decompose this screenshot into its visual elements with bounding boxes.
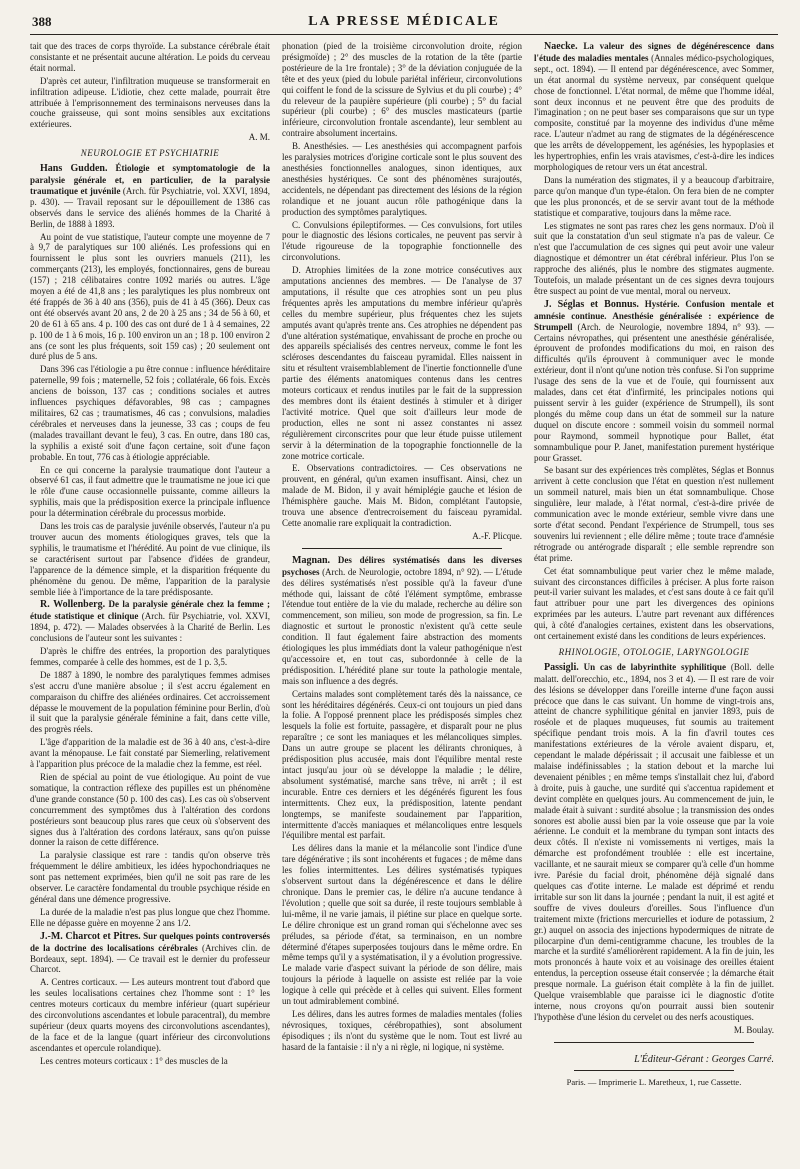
article-title: De la paralysie générale chez la femme ; étude statistique et clinique [30,599,270,622]
article-reference: (Arch. de Neurologie, octobre 1894, n° 92). — L'étude des délires systématisés n'est possible qu'à la faveur d'une méthode qui, laissant de côté l'élément symptôme, embrasse l'étendue tout entière de la vie du malade, recherche au délire son commencement, son milieu, son mode de progression, sa fin. Le diagnostic et surtout le pronostic n'existent qu'à cette seule condition. Il faut également faire abstraction des moments étiologiques les plus immédiats dont la valeur pathogénique n'est qu'accessoire et, en tout cas, subordonnée à celle de la prédisposition. L'hérédité plane sur toute la pathologie mentale, mais son influence a des degrés. [282,566,522,686]
article-title: Des délires systématisés dans les diverses psychoses [282,554,522,577]
article-reference: (Arch. für Psychiatrie, vol. XXVI, 1894, p. 472). — Malades observées à la Charité de Berlin. Les conclusions de l'auteur sont les suivantes : [30,611,270,644]
paragraph: Les délires dans la manie et la mélancolie sont l'indice d'une tare dégénérative ; ils sont incohérents et fugaces ; de même dans les folies intermittentes. Les délires systématisés typiques s'observent surtout dans la dégénérescence et dans le délire chronique. Dans le premier cas, le délire n'a aucune tendance à l'évolution ; quelle que soit sa durée, il reste toujours semblable à lui-même, il ne varie jamais, il piétine sur place en quelque sorte. Le délire chronique est un grand roman qui s'échelonne avec ses préludes, sa période d'état, sa terminaison, en un nombre déterminé d'étapes superposées toujours dans le même ordre. En même temps qu'il y a systématisation, il y a évolution progressive. Le malade varie d'aspect suivant la période de son délire, mais toujours la période à laquelle on assiste est reliée par la voie logique à celle qui précède et à celles qui suivent. Elles forment un tout admirablement combiné. [282,843,522,1007]
paragraph: De 1887 à 1890, le nombre des paralytiques femmes admises s'est accru d'une manière absolue ; il s'est accru également en comparaison du chiffre des aliénées ordinaires. Cet accroissement dépasse le mouvement de la population féminine pour Berlin, d'où il suit que la paralysie générale féminine a fait, dans cette ville, des progrès réels. [30,669,270,735]
article-title: Sur quelques points controversés de la doctrine des localisations cérébrales [30,930,270,953]
paragraph: A. Centres corticaux. — Les auteurs montrent tout d'abord que les seules localisations certaines chez l'homme sont : 1° les centres moteurs corticaux du membre inférieur (quart supérieur des circonvolutions ascendantes et lobule paracentral), du membre supérieur (deux quarts moyens des circonvolutions ascendantes), de la face et de la langue (quart inférieur des circonvolutions ascendantes et opercule rolandique). [30,977,270,1053]
paragraph: D'après cet auteur, l'infiltration muqueuse se transformerait en infiltration adipeuse. L'idiotie, chez cette malade, pourrait être attribuée à l'emprisonnement des terminaisons nerveuses dans la couche graisseuse, qui sont moins sensibles aux excitations extérieures. [30,75,270,130]
paragraph: Certains malades sont complètement tarés dès la naissance, ce sont les héréditaires dégénérés. Ceux-ci ont toujours un pied dans la folie. A l'opposé prennent place les prédisposés simples chez lesquels la folie est fortuite, passagère, et disparaît pour ne plus reparaître ; ce sont les maniaques et les mélancoliques simples. Dans un autre groupe se placent les délirants chroniques, à prédisposition plus accusée, mais dont l'équilibre mental reste intact jusqu'au jour où se développe la maladie ; le délire, absolument systématisé, marche sans trêve, ni arrêt ; il est incurable. Entre ces derniers et les dégénérés figurent les fous intermittents. Chez eux, la prédisposition, latente pendant longtemps, se manifeste soudainement par l'apparition, intermittente d'accès maniaques et mélancoliques entre lesquels l'équilibre mental est parfait. [282,688,522,841]
printer-line: Paris. — Imprimerie L. Maretheux, 1, rue Cassette. [566,1076,742,1087]
article-author: R. Wollenberg. [40,599,106,611]
paragraph: L'âge d'apparition de la maladie est de 36 à 40 ans, c'est-à-dire avant la ménopause. Le fait constaté par Siemerling, relativement à l'apparition plus précoce de la maladie chez la femme, est réel. [30,737,270,770]
paragraph: Rien de spécial au point de vue étiologique. Au point de vue somatique, la contraction réflexe des pupilles est un phénomène d'une grande constance (50 p. 100 des cas). Les cas où s'observent concurremment des symptômes dus à l'altération des cordons postérieurs sont beaucoup plus rares que ceux où s'observent des signes dus à l'altération des cordons latéraux, sans qu'on puisse donner la raison de cette différence. [30,772,270,848]
section-heading: RHINOLOGIE, OTOLOGIE, LARYNGOLOGIE [558,646,750,657]
article-author: Passigli. [544,661,579,673]
article-title: Étiologie et symptomatologie de la paralysie générale et, en particulier, de la paralysie traumatique et juvénile [30,163,270,196]
article-title: Hystérie. Confusion mentale et amnésie continue. Anesthésie généralisée : expérience de Strumpell [534,298,774,332]
paragraph: D. Atrophies limitées de la zone motrice consécutives aux amputations anciennes des membres. — De l'analyse de 37 amputations, il résulte que ces atrophies sont un peu plus fréquentes après les amputations du membre inférieur qu'après celles du membre supérieur, plus fréquentes chez les sujets amputés avant qu'après trente ans. Ces atrophies ne dépendent pas d'une altération systématique, envahissant de proche en proche ou des appareils spécialisés des centres nerveux, comme le font les scléroses descendantes du faisceau pyramidal. Elles naissent in situ et résultent vraisemblablement de l'inertie fonctionnelle d'une partie des éléments anatomiques contenus dans les centres moteurs corticaux et rendus inutiles par le fait de la suppression des membres dont ils étaient destinés à stimuler et à diriger l'activité motrice. Quel que soit d'ailleurs leur mode de production, elles ne sont ni assez constantes ni assez régulièrement circonscrites pour que leur étude puisse utilement servir à la détermination de la topographie fonctionnelle de la zone motrice corticale. [282,265,522,461]
paragraph: B. Anesthésies. — Les anesthésies qui accompagnent parfois les paralysies motrices d'origine corticale sont le plus souvent des anesthésies fonctionnelles analogues, sinon identiques, aux anesthésies hystériques. Ce sont des phénomènes surajoutés, accidentels, ne dépendant pas directement des lésions de la région rolandique et ne jouant aucun rôle pathogénique dans la production des symptômes paralytiques. [282,141,522,217]
article-title: Un cas de labyrinthite syphilitique [583,661,727,672]
article-seglas-bonnus [534,299,774,464]
paragraph: Les centres moteurs corticaux : 1° des muscles de la [40,1055,228,1066]
paragraph: Dans les trois cas de paralysie juvénile observés, l'auteur n'a pu trouver aucun des moments étiologiques graves, tels que la syphilis, le traumatisme et l'hérédité. Au point de vue clinique, ils se caractérisent surtout par l'absence d'idées de grandeur, l'apparence de la démence simple, et la disparition fréquente du phénomène du genou. De même, l'apparition de la paralysie semble liée à l'importance de la tare prédisposante. [30,521,270,597]
paragraph: D'après le chiffre des entrées, la proportion des paralytiques femmes, comparée à celle des hommes, est de 1 p. 3,5. [30,646,270,667]
article-passigli [534,662,774,1023]
running-header [30,14,778,35]
paragraph: Les délires, dans les autres formes de maladies mentales (folies névrosiques, toxiques, cérébropathies), sont absolument épisodiques ; ils n'ont du système que le nom. Tout est livré au hasard de la fantaisie : il n'y a ni règle, ni logique, ni système. [282,1008,522,1052]
paragraph: La durée de la maladie n'est pas plus longue que chez l'homme. Elle ne dépasse guère en moyenne 2 ans 1/2. [30,906,270,928]
column-2 [282,41,522,1169]
article-gudden [30,163,270,229]
paragraph: Se basant sur des expériences très complètes, Séglas et Bonnus arrivent à cette conclusion que l'état en question n'est nullement un sommeil naturel, mais bien un état somnambulique. Chose singulière, leur malade, à l'état normal, c'est-à-dire privée de communication avec le monde extérieur, semble vivre dans une sorte d'état second. Pendant l'expérience de Strumpell, tous ses souvenirs lui reviennent ; elle délire même ; toute trace d'amnésie rétrograde ou antérograde disparaît ; elle semble reprendre son état prime. [534,465,774,563]
paragraph: E. Observations contradictoires. — Ces observations ne prouvent, en général, qu'un examen insuffisant. Ainsi, chez un malade de M. Bidon, il y avait hémiplégie gauche et lésion de l'hémisphère gauche. Mais M. Bidon, complétant l'autopsie, trouva une absence d'entrecroisement du faisceau pyramidal. Cette anomalie rare expliquait la contradiction. [282,463,522,528]
article-reference: (Arch. für Psychiatrie, vol. XXVI, 1894, p. 430). — Travail reposant sur le dépouillement de 1386 cas observés dans le service des aliénés hommes de la Charité à Berlin, de 1888 à 1893. [30,185,270,229]
signature: A. M. [248,132,270,143]
signature: A.-F. Plicque. [472,530,522,541]
article-naecke [534,41,774,173]
paragraph: C. Convulsions épileptiformes. — Ces convulsions, fort utiles pour le diagnostic des lésions corticales, ne peuvent pas servir à l'étude rigoureuse de la topographie fonctionnelle des circonvolutions. [282,219,522,263]
article-charcot-pitres [30,931,270,976]
paragraph: Au point de vue statistique, l'auteur compte une moyenne de 7 à 9,7 de paralytiques sur 100 aliénés. Les professions qui en fournissent le plus sont les ouvriers manuels (211), les commerçants (213), les employés, fonctionnaires, gens de bureau (157) ; 218 célibataires contre 1092 mariés ou autres. L'âge moyen a été de 41,8 ans ; les paralytiques les plus nombreux ont été frappés de 36 à 40 ans (356), puis de 41 à 45 (366). Deux cas ont été observés avant 20 ans, 2 de 20 à 25 ans ; 34 de 56 à 60, et 20 de 61 à 65 ans. 4 p. 100 des cas ont duré de 1 à 4 semaines, 22 p. 100 de 1 à 6 mois, 16 p. 100 environ un an ; 18 p. 100 environ 2 ans (ce sont les plus fréquents, soit 159 cas) ; 20 seulement ont duré plus de 5 ans. [30,231,270,362]
editor-line: L'Éditeur-Gérant : Georges Carré. [634,1053,774,1065]
article-reference: (Boll. delle malatt. dell'orecchio, etc., 1894, nos 3 et 4). — Il est rare de voir des lésions se développer dans l'oreille interne d'une façon aussi précoce que dans le cas suivant. Un homme de vingt-trois ans, atteint de chancre syphilitique génital en janvier 1893, puis de roséole et de plaques muqueuses, fut soumis au traitement spécifique pendant trois mois. A la fin d'avril toutes ces manifestations extérieures de la vérole avaient disparu, et, cependant le malade dépérissait ; il accusait une faiblesse et un malaise indéfinissables ; la station debout et la marche lui devenaient pénibles ; en même temps s'installait chez lui, d'abord à droite, puis à gauche, une surdité qui s'accentua rapidement et devint complète en quelques jours. Au commencement de juin, le malade était à suivant : surdité absolue ; la transmission des ondes sonores est abolie aussi bien par la voie osseuse que par la voie aérienne. Le conduit et la membrane du tympan sont intacts des deux côtés. Il n'existe ni vomissements ni vertiges, mais la démarche est profondément troublée : elle est incertaine, vacillante, et ne saurait mieux se comparer qu'à celle d'un homme ivre. Parésie du facial droit, phénomène déjà signalé dans quelques cas d'otite interne. Le malade est déprimé et rendu irritable sur son lit dans la journée ; pendant la nuit, il est agité et souffre de vives douleurs d'oreilles. Sous l'influence d'un traitement mixte (frictions mercurielles et iodure de potassium, 2 gr.) auquel on associa des injections hypodermiques de nitrate de pilocarpine d'un demi-centigramme chacune, les troubles de la marche et la surdité s'améliorèrent rapidement. A la fin de juin, les mots prononcés à haute voix et au voisinage des oreilles étaient entendus, la perception osseuse était conservée ; la démarche était presque normale. La guérison était complète à la fin de juillet. Quelque vraisemblable que paraisse ici le diagnostic d'otite interne, nous croyons qu'on pourrait aussi bien soutenir l'hypothèse d'une lésion du cervelet ou des nerfs acoustiques. [534,661,774,1022]
article-reference: (Archives clin. de Bordeaux, sept. 1894). — Ce travail est le dernier du professeur Charcot. [30,942,270,975]
article-reference: (Arch. de Neurologie, novembre 1894, n° 93). — Certains névropathes, qui présentent une anesthésie généralisée, éprouvent de profondes modifications du moi, en raison des difficultés qu'ils éprouvent à communiquer avec le monde extérieur, dont il n'ont qu'une notion très confuse. Si l'on supprime l'usage des sens de la vue et de l'ouïe, qui fournissent aux malades, dans cet état d'infirmité, les principales notions qui puissent servir à les guider (expérience de Strumpell), ils sont plongés du même coup dans un état de sommeil sur la nature duquel on discute encore : sommeil voisin du sommeil normal pour Raymond, sommeil hypnotique pour Ballet, état somnambulique pour P. Janet, manifestation purement hystérique pour Grasset. [534,321,774,463]
divider [302,548,502,549]
article-author: Hans Gudden. [40,163,108,175]
paragraph: En ce qui concerne la paralysie traumatique dont l'auteur a observé 61 cas, il faut admettre que le traumatisme ne joue ici que le rôle d'une cause occasionnelle puissante, comme ailleurs la syphilis, mais que la prédisposition exerce la principale influence pour la détermination cérébrale du processus morbide. [30,464,270,519]
paragraph: tait que des traces de corps thyroïde. La substance cérébrale était consistante et ne présentait aucune altération. Le poids du cerveau était normal. [30,41,270,73]
paragraph: phonation (pied de la troisième circonvolution droite, région présigmoïde) ; 2° des muscles de la rotation de la tête (partie postérieure de la 1re frontale) ; 3° de la déviation conjuguée de la tête et des yeux (pied du lobule pariétal inférieur, circonvolutions qui coiffent le fond de la scissure de Sylvius et du pli courbe) ; 4° du releveur de la paupière supérieure (pli courbe) ; 5° du facial supérieur (pli courbe) ; 6° des muscles masticateurs (partie inférieure, circonvolution frontale ascendante), leur semblent au contraire absolument incertains. [282,41,522,139]
article-author: J. Séglas et Bonnus. [544,298,639,310]
paragraph: La paralysie classique est rare : tandis qu'on observe très fréquemment le délire ambitieux, les idées hypochondriaques ne sont pas nettement exprimées, bien qu'il ne soit pas rare de les observer. Le caractère fondamental du trouble psychique réside en général dans une démence progressive. [30,850,270,904]
article-author: Magnan. [292,554,331,566]
column-3 [534,41,774,1169]
paragraph: Dans 396 cas l'étiologie a pu être connue : influence héréditaire paternelle, 99 fois ; maternelle, 52 fois ; collatérale, 66 fois. Excès anciens de boisson, 137 cas ; conditions sociales et autres influences psychiques défavorables, 98 cas ; campagnes militaires, 62 cas ; traumatismes, 46 cas ; convulsions, maladies cérébrales et nerveuses dans la jeunesse, 33 cas ; coups de feu (malades travaillant devant le feu), 3 cas. En outre, dans 180 cas, la syphilis a existé soit d'une façon certaine, soit d'une façon probable. En tout, 776 cas à étiologie appréciable. [30,364,270,462]
article-reference: (Annales médico-psychologiques, sept., oct. 1894). — Il entend par dégénérescence, avec Sommer, un état anormal du système nerveux, par conséquent quelque chose de fonctionnel. L'état normal, de même que l'homme idéal, sont deux inconnus et ne peuvent être que des produits de l'imagination ; on ne peut baser ses comparaisons que sur un type composite, constitué par la moyenne des individus d'une même race. L'auteur n'admet au rang de stigmates de la dégénérescence que les arrêts de développement, les agénésies, les hypoplasies et les hypertrophies, enfin les vrais atavismes, c'est-à-dire les indices morphologiques de retour vers un état ancestral. [534,52,774,172]
article-magnan [282,555,522,687]
divider [574,1070,734,1071]
article-title: La valeur des signes de dégénérescence dans l'étude des maladies mentales [534,41,774,63]
section-heading: NEUROLOGIE ET PSYCHIATRIE [80,148,220,159]
column-1 [30,41,270,1169]
article-author: Naecke. [544,41,578,52]
signature: M. Boulay. [733,1024,774,1035]
article-author: J.-M. Charcot et Pitres. [40,930,141,942]
paragraph: Les stigmates ne sont pas rares chez les gens normaux. D'où il suit que la constatation d'un seul stigmate n'a pas de valeur. Ce n'est que l'accumulation de ces signes qui peut avoir une valeur diagnostique et démontrer un état cérébral inférieur. Plus l'on se rapproche des aliénés, plus le nombre des stigmates augmente. Toutefois, un malade présentant un de ces signes devra toujours être suspect au point de vue mental, moral ou nerveux. [534,220,774,296]
divider [554,1042,754,1043]
paragraph: Cet état somnambulique peut varier chez le même malade, suivant des circonstances difficiles à préciser. A plus forte raison peut-il varier suivant les malades, et c'est sans doute à ce fait qu'il faut attribuer pour une part les divergences des opinions exprimées par les auteurs. L'autre part revenant aux différences qui, à côté d'analogies certaines, existent dans les observations, ont certainement existé dans les conditions de leurs expériences. [534,565,774,642]
paragraph: Dans la numération des stigmates, il y a beaucoup d'arbitraire, parce qu'on manque d'un type-étalon. On fera bien de ne compter que les plus prononcés, et de se servir avant tout de la méthode statistique et comparative, toujours dans la même race. [534,174,774,218]
article-wollenberg [30,599,270,644]
page-number: 388 [32,14,52,29]
journal-title: LA PRESSE MÉDICALE [308,14,500,29]
